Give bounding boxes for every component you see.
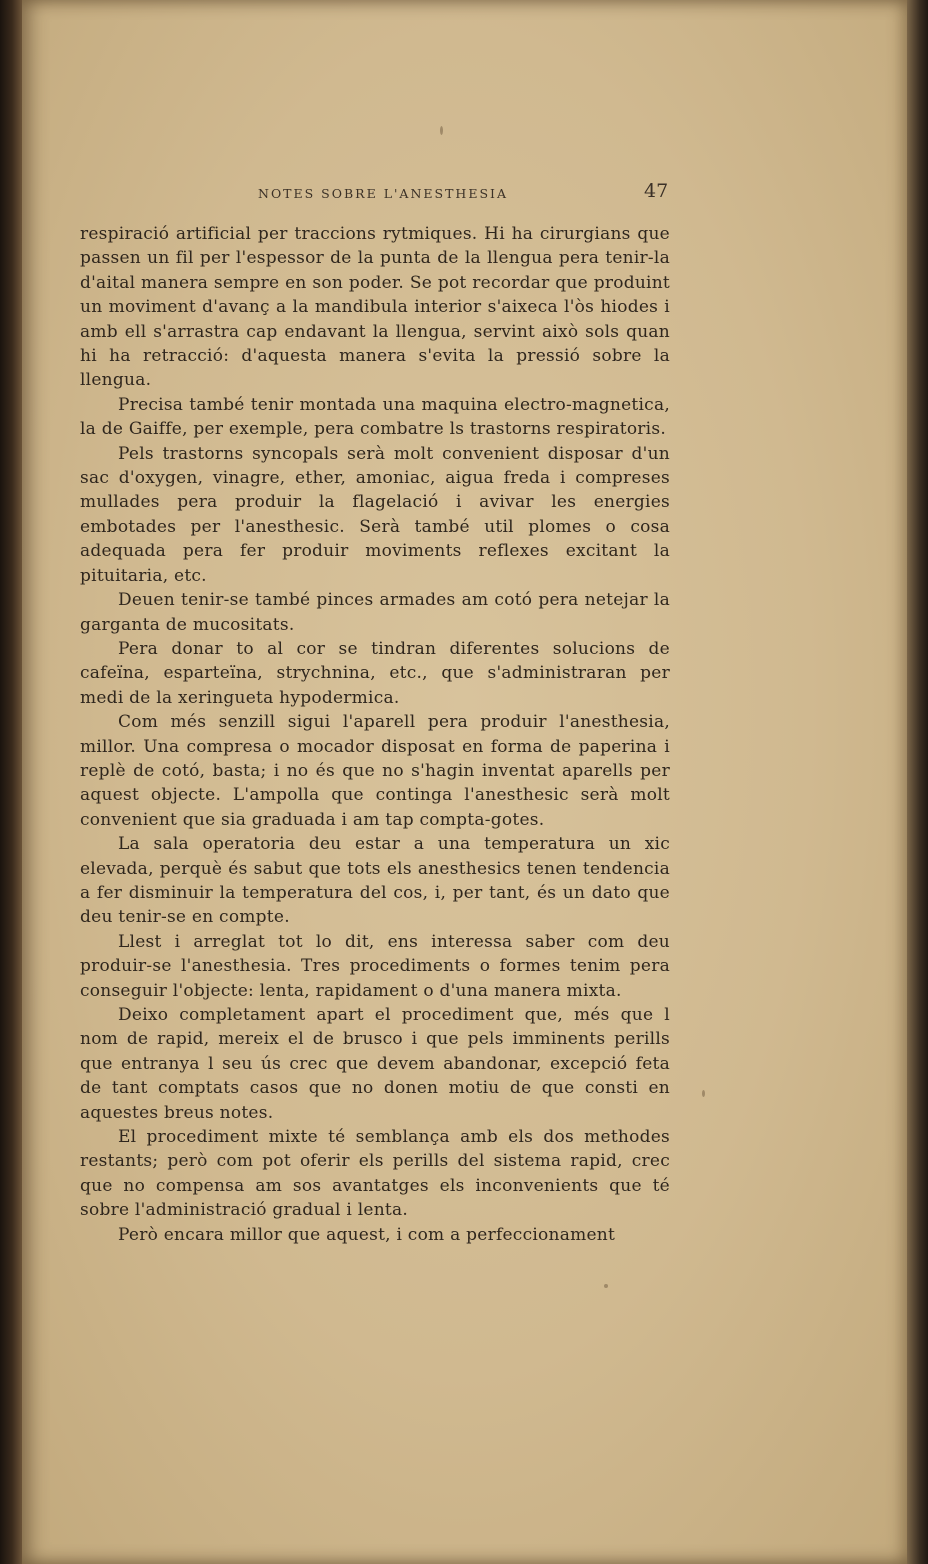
page-number: 47 [644, 180, 669, 202]
paragraph: Llest i arreglat tot lo dit, ens interessa saber com deu produir-se l'anesthesia. Tres procediments o formes tenim pera conseguir l'objecte: lenta, rapidament o d'una manera mixta. [80, 931, 670, 1001]
paragraph: Deixo completament apart el procediment que, més que l nom de rapid, mereix el de brusco i que pels imminents perills que entranya l seu ús crec que devem abandonar, excepció feta de tant comptats casos que no donen motiu de que consti en aquestes breus notes. [80, 1005, 670, 1123]
paragraph: Com més senzill sigui l'aparell pera produir l'anesthesia, millor. Una compresa o mocador disposat en forma de paperina i replè de cotó, basta; i no és que no s'hagin inventat aparells per aquest objecte. L'ampolla que continga l'anesthesic serà molt convenient que sia graduada i am tap compta-gotes. [80, 712, 670, 830]
paper-speck [702, 1090, 705, 1097]
paragraph: Pels trastorns syncopals serà molt convenient disposar d'un sac d'oxygen, vinagre, ether, amoniac, aigua freda i compreses mullades pera produir la flagelació i avivar les energies embotades per l'anesthesic. Serà també util plomes o cosa adequada pera fer produir moviments reflexes excitant la pituitaria, etc. [80, 443, 670, 586]
body-text [80, 222, 670, 1247]
book-spine-shadow [0, 0, 22, 1564]
paper-speck [440, 126, 443, 135]
paragraph: Deuen tenir-se també pinces armades am cotó pera netejar la garganta de mucositats. [80, 590, 670, 635]
paper-speck [604, 1284, 608, 1288]
paragraph: Precisa també tenir montada una maquina electro-magnetica, la de Gaiffe, per exemple, pera combatre ls trastorns respiratoris. [80, 394, 670, 440]
paragraph-last-line: Però encara millor que aquest, i com a perfeccionament [118, 1224, 616, 1245]
paragraph: El procediment mixte té semblança amb els dos methodes restants; però com pot oferir els perills del sistema rapid, crec que no compensa am sos avantatges els inconvenients que té sobre l'administració gradual i lenta. [80, 1127, 670, 1221]
page-edge-right [907, 0, 928, 1564]
paragraph: Pera donar to al cor se tindran diferentes solucions de cafeïna, esparteïna, strychnina, etc., que s'administraran per medi de la xeringueta hypodermica. [80, 638, 670, 708]
paragraph-continued: respiració artificial per traccions rytmiques. Hi ha cirurgians que passen un fil per l'espessor de la punta de la llengua pera tenir-la d'aital manera sempre en son poder. Se pot recordar que produint un moviment d'avanç a la mandibula interior s'aixeca l'òs hiodes i amb ell s'arrastra cap endavant la llengua, servint això sols quan hi ha retracció: d'aquesta manera s'evita la pressió sobre la llengua. [80, 224, 670, 391]
page-header [258, 180, 678, 210]
running-head: NOTES SOBRE L'ANESTHESIA [258, 186, 508, 201]
paragraph: La sala operatoria deu estar a una temperatura un xic elevada, perquè és sabut que tots els anesthesics tenen tendencia a fer disminuir la temperatura del cos, i, per tant, és un dato que deu tenir-se en compte. [80, 834, 670, 928]
